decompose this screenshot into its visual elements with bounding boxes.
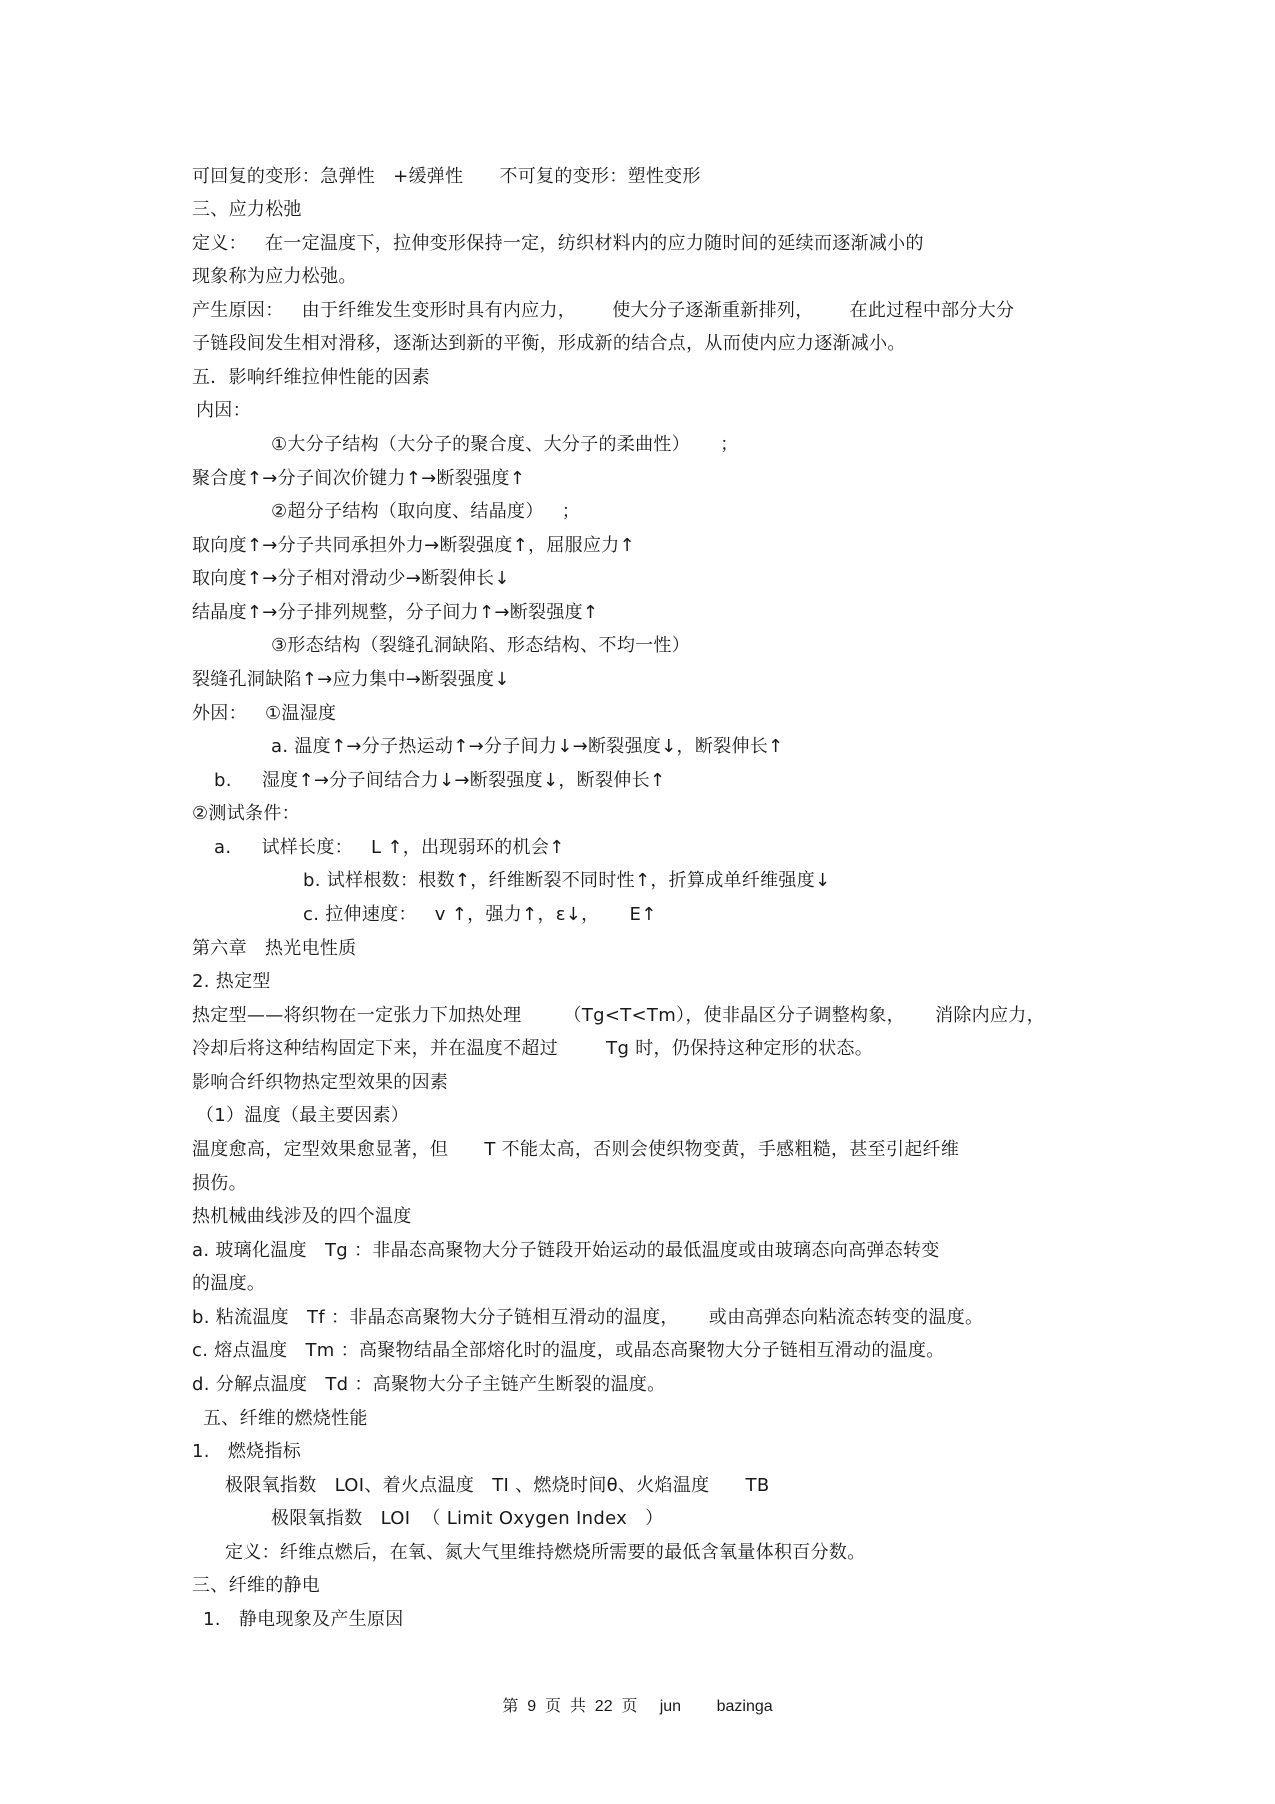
text-line: a. 试样长度： L ↑，出现弱环的机会↑ [214,837,565,858]
chapter-heading: 第六章 热光电性质 [192,938,357,959]
section-heading: 五．影响纤维拉伸性能的因素 [192,367,430,388]
text-line: ②超分子结构（取向度、结晶度） ； [271,501,580,522]
text-line: 产生原因： 由于纤维发生变形时具有内应力， 使大分子逐渐重新排列， 在此过程中部分大分 [192,300,1015,321]
text-line: 外因： ①温湿度 [192,703,337,724]
text-line: 现象称为应力松弛。 [192,266,357,287]
text-line: c. 熔点温度 Tm ：高聚物结晶全部熔化时的温度，或晶态高聚物大分子链相互滑动的温度。 [192,1340,945,1361]
section-heading: 五、纤维的燃烧性能 [203,1408,368,1429]
text-line: 1. 静电现象及产生原因 [203,1609,404,1630]
text-line: 聚合度↑→分子间次价键力↑→断裂强度↑ [192,468,526,489]
text-line: 损伤。 [192,1173,247,1194]
section-heading: 三、应力松弛 [192,199,302,220]
text-line: 冷却后将这种结构固定下来，并在温度不超过 Tg 时，仍保持这种定形的状态。 [192,1038,874,1059]
text-line: 裂缝孔洞缺陷↑→应力集中→断裂强度↓ [192,669,510,690]
text-line: ①大分子结构（大分子的聚合度、大分子的柔曲性） ； [271,434,739,455]
text-line: d. 分解点温度 Td ：高聚物大分子主链产生断裂的温度。 [192,1374,666,1395]
text-line: a. 温度↑→分子热运动↑→分子间力↓→断裂强度↓，断裂伸长↑ [271,736,784,757]
text-line: 结晶度↑→分子排列规整，分子间力↑→断裂强度↑ [192,602,599,623]
text-line: 极限氧指数 LOI （ Limit Oxygen Index ） [271,1508,664,1529]
text-line: 子链段间发生相对滑移，逐渐达到新的平衡，形成新的结合点，从而使内应力逐渐减小。 [192,333,906,354]
page-footer: 第 9 页 共 22 页 jun bazinga [502,1698,773,1715]
text-line: 定义： 在一定温度下，拉伸变形保持一定，纺织材料内的应力随时间的延续而逐渐减小的 [192,233,924,254]
text-line: 1. 燃烧指标 [192,1441,302,1462]
text-line: 极限氧指数 LOI、着火点温度 TI 、燃烧时间θ、火焰温度 TB [225,1475,770,1496]
text-line: 取向度↑→分子共同承担外力→断裂强度↑，屈服应力↑ [192,535,635,556]
text-line: ③形态结构（裂缝孔洞缺陷、形态结构、不均一性） [271,635,691,656]
text-line: 的温度。 [192,1273,266,1294]
text-line: 热定型——将织物在一定张力下加热处理 （Tg<T<Tm），使非晶区分子调整构象， 消除内应力， [192,1005,1045,1026]
text-line: 定义：纤维点燃后，在氧、氮大气里维持燃烧所需要的最低含氧量体积百分数。 [225,1542,866,1563]
text-line: b. 粘流温度 Tf ：非晶态高聚物大分子链相互滑动的温度， 或由高弹态向粘流态转变的温度。 [192,1307,984,1328]
section-heading: 三、纤维的静电 [192,1575,321,1596]
text-line: b. 湿度↑→分子间结合力↓→断裂强度↓，断裂伸长↑ [214,770,666,791]
text-line: ②测试条件： [192,803,300,824]
text-line: 可回复的变形：急弹性 +缓弹性 不可复的变形：塑性变形 [192,166,701,187]
text-line: （1）温度（最主要因素） [196,1105,410,1126]
text-line: a. 玻璃化温度 Tg ：非晶态高聚物大分子链段开始运动的最低温度或由玻璃态向高弹态转变 [192,1240,940,1261]
text-line: b. 试样根数：根数↑，纤维断裂不同时性↑，折算成单纤维强度↓ [303,870,831,891]
text-line: 取向度↑→分子相对滑动少→断裂伸长↓ [192,568,510,589]
text-line: c. 拉伸速度： v ↑，强力↑，ε↓， E↑ [303,904,657,925]
text-line: 热机械曲线涉及的四个温度 [192,1206,412,1227]
text-line: 内因： [196,400,251,421]
text-line: 影响合纤织物热定型效果的因素 [192,1072,449,1093]
section-heading: 2. 热定型 [192,971,271,992]
text-line: 温度愈高，定型效果愈显著，但 T 不能太高，否则会使织物变黄，手感粗糙，甚至引起纤维 [192,1139,960,1160]
